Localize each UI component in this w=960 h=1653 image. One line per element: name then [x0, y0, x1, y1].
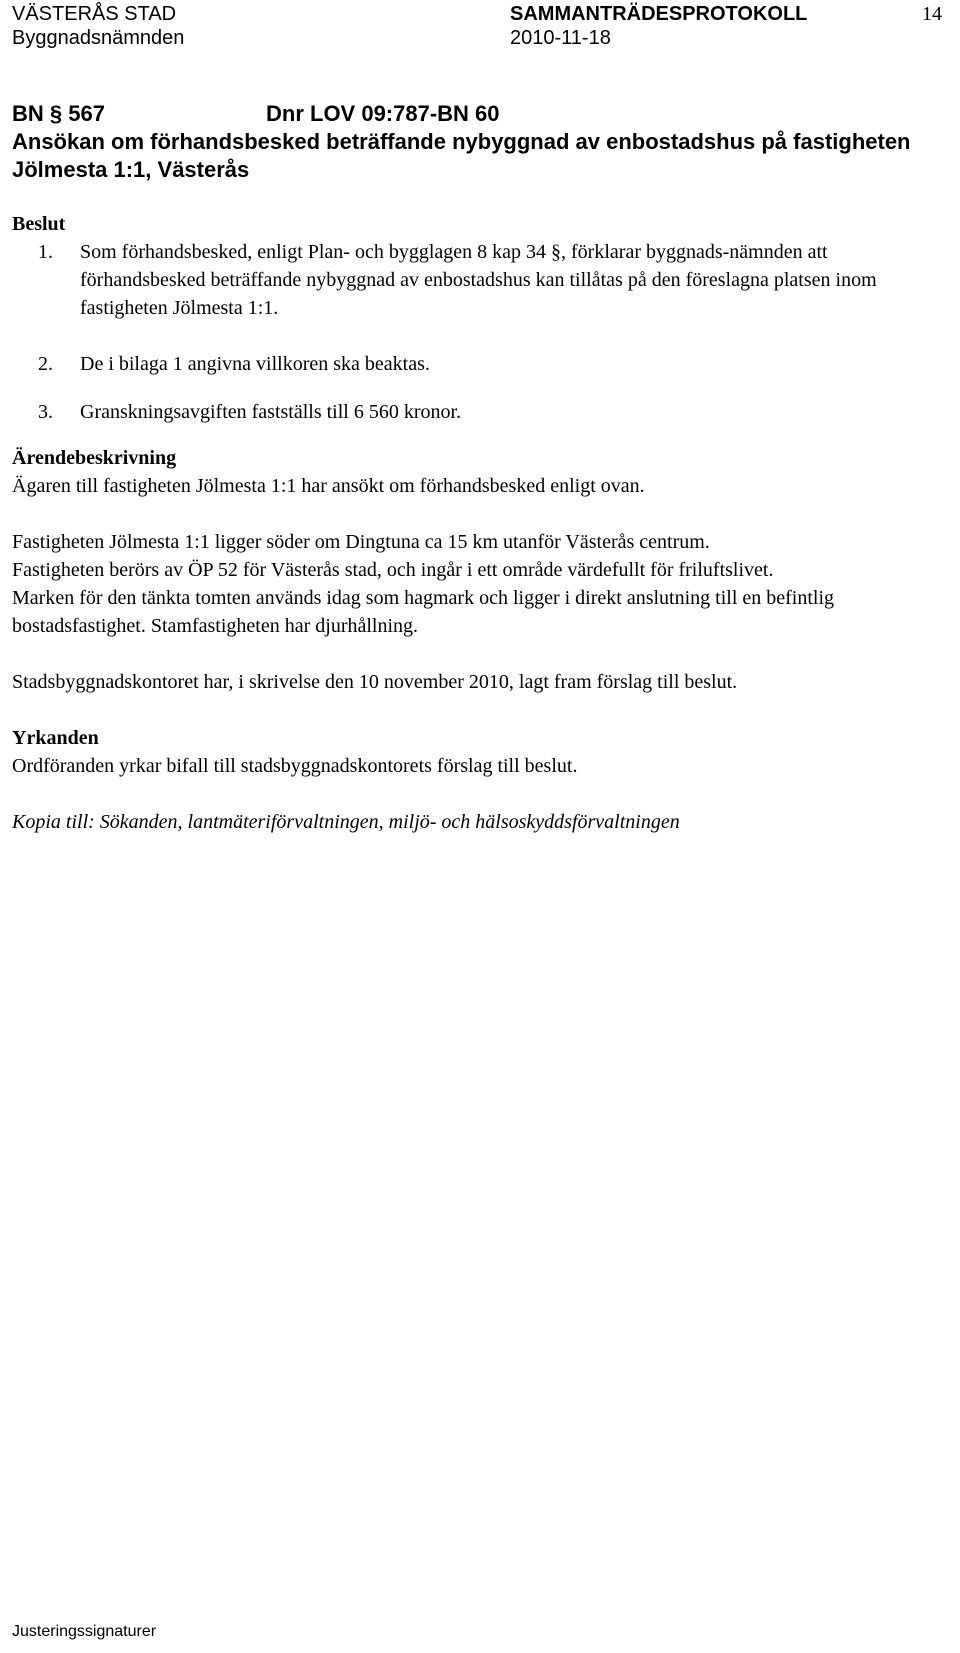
header-doc-type: SAMMANTRÄDESPROTOKOLL	[510, 3, 808, 25]
kopia-till: Kopia till: Sökanden, lantmäteriförvaltningen, miljö- och hälsoskyddsförvaltningen	[12, 811, 680, 833]
arendebeskrivning-paragraph: Marken för den tänkta tomten används idag som hagmark och ligger i direkt anslutning till en befintlig bostadsfastighet. Stamfastigheten har djurhållning.	[12, 587, 835, 637]
beslut-item	[12, 398, 942, 426]
protocol-body	[12, 210, 942, 836]
arendebeskrivning-heading: Ärendebeskrivning	[12, 447, 177, 469]
beslut-item-number: 3.	[38, 401, 53, 423]
beslut-heading: Beslut	[12, 213, 66, 235]
arendebeskrivning-paragraph: Stadsbyggnadskontoret har, i skrivelse den 10 november 2010, lagt fram förslag till beslut.	[12, 671, 738, 693]
case-dnr: Dnr LOV 09:787-BN 60	[266, 101, 500, 126]
beslut-item	[12, 350, 942, 378]
arendebeskrivning-paragraph: Fastigheten Jölmesta 1:1 ligger söder om Dingtuna ca 15 km utanför Västerås centrum.	[12, 531, 710, 553]
yrkanden-heading: Yrkanden	[12, 727, 99, 749]
beslut-item	[12, 238, 942, 322]
page-number: 14	[922, 3, 942, 25]
footer-signatures-label: Justeringssignaturer	[12, 1623, 157, 1640]
case-reference-line	[12, 100, 942, 128]
case-heading	[12, 100, 942, 184]
case-title: Ansökan om förhandsbesked beträffande nybyggnad av enbostadshus på fastigheten Jölmesta 1:1, Västerås	[12, 129, 911, 182]
header-city: VÄSTERÅS STAD	[12, 3, 177, 25]
yrkanden-text: Ordföranden yrkar bifall till stadsbyggnadskontorets förslag till beslut.	[12, 755, 578, 777]
beslut-item-text: De i bilaga 1 angivna villkoren ska beaktas.	[80, 353, 430, 375]
header-date: 2010-11-18	[510, 27, 611, 49]
header-department: Byggnadsnämnden	[12, 27, 185, 49]
beslut-item-number: 1.	[38, 241, 53, 263]
beslut-item-text: Granskningsavgiften fastställs till 6 560 kronor.	[80, 401, 462, 423]
case-paragraph-number: BN § 567	[12, 101, 105, 126]
beslut-item-text: Som förhandsbesked, enligt Plan- och bygglagen 8 kap 34 §, förklarar byggnads-nämnden att förhandsbesked beträffande nybyggnad av enbostadshus kan tillåtas på den föreslagna platsen inom fastigheten Jölmesta 1:1.	[80, 241, 877, 319]
arendebeskrivning-paragraph: Ägaren till fastigheten Jölmesta 1:1 har ansökt om förhandsbesked enligt ovan.	[12, 475, 645, 497]
beslut-item-number: 2.	[38, 353, 53, 375]
arendebeskrivning-paragraph: Fastigheten berörs av ÖP 52 för Västerås stad, och ingår i ett område värdefullt för friluftslivet.	[12, 559, 774, 581]
